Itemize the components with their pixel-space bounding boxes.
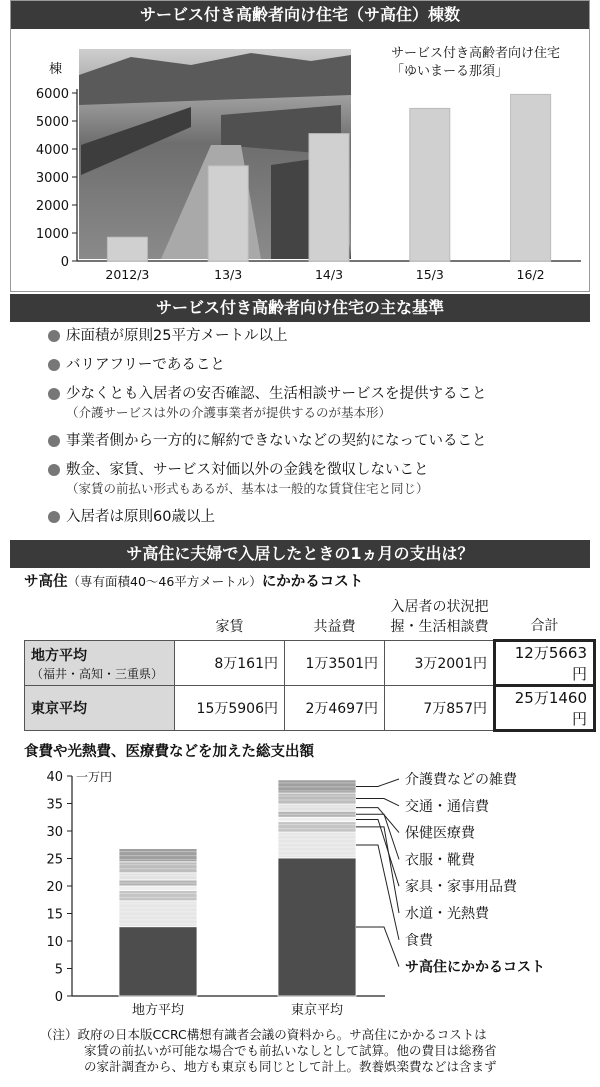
housing-count-chart bbox=[11, 35, 591, 293]
y-tick-label: 3000 bbox=[35, 171, 69, 186]
stack-segment bbox=[119, 886, 197, 890]
table-row bbox=[25, 641, 595, 686]
y-tick-label: 5000 bbox=[35, 115, 69, 130]
housing-count-svg bbox=[11, 35, 591, 293]
footnote-line3: の家計調査から、地方も東京も同じとして計上。教養娯楽費などは含まず bbox=[84, 1059, 497, 1074]
legend-label: 水道・光熱費 bbox=[405, 906, 489, 922]
y-tick-label: 15 bbox=[46, 907, 63, 923]
photo-caption-line2: 「ゆいまーる那須」 bbox=[391, 64, 509, 79]
y-axis-unit: 一万円 bbox=[76, 770, 113, 784]
bar bbox=[511, 94, 551, 261]
footnote-line1: （注）政府の日本版CCRC構想有識者会議の資料から。サ高住にかかるコストは bbox=[40, 1027, 487, 1042]
cell-regional-common-fee: 1万3501円 bbox=[285, 641, 385, 686]
housing-count-section bbox=[10, 0, 590, 292]
legend-label: サ高住にかかるコスト bbox=[405, 959, 545, 976]
criteria-item bbox=[48, 431, 588, 451]
bullet-icon bbox=[48, 511, 60, 523]
cost-table bbox=[24, 594, 596, 732]
stack-segment bbox=[119, 901, 197, 927]
bullet-icon bbox=[48, 359, 60, 371]
row-label-tokyo bbox=[25, 686, 175, 731]
header-consult-fee: 入居者の状況把握・生活相談費 bbox=[390, 599, 489, 635]
header-common-fee: 共益費 bbox=[313, 619, 356, 635]
bar bbox=[309, 134, 349, 261]
cost-title-paren: （専有面積40～46平方メートル） bbox=[67, 574, 262, 589]
footnote-line2: 家賃の前払いが可能な場合でも前払いなしとして試算。他の費目は総務省 bbox=[84, 1043, 497, 1058]
cell-regional-total: 12万5663円 bbox=[495, 641, 595, 686]
stack-segment bbox=[278, 822, 356, 832]
total-expense-chart bbox=[10, 758, 590, 1028]
stack-segment bbox=[278, 804, 356, 811]
criteria-item bbox=[48, 355, 588, 375]
leader-line bbox=[356, 779, 399, 786]
table-row bbox=[25, 686, 595, 731]
stack-segment bbox=[278, 858, 356, 996]
stack-segment bbox=[119, 890, 197, 900]
criteria-item bbox=[48, 384, 588, 422]
x-tick-label: 14/3 bbox=[314, 267, 344, 282]
cost-title bbox=[24, 570, 363, 591]
criteria-list bbox=[48, 326, 588, 536]
bullet-icon bbox=[48, 330, 60, 342]
cost-title-tail: にかかるコスト bbox=[261, 574, 364, 590]
cost-title-main: サ高住 bbox=[24, 574, 68, 590]
y-tick-label: 30 bbox=[46, 825, 63, 840]
bar bbox=[208, 166, 248, 261]
y-tick-label: 1000 bbox=[35, 227, 69, 242]
y-tick-label: 5 bbox=[54, 962, 63, 978]
criteria-subtext: （介護サービスは外の介護事業者が提供するのが基本形） bbox=[66, 405, 392, 420]
expense-section bbox=[10, 540, 590, 1087]
leader-line bbox=[356, 799, 399, 806]
row-label-tokyo-main: 東京平均 bbox=[31, 701, 87, 717]
x-tick-label: 東京平均 bbox=[290, 1003, 344, 1018]
bullet-icon bbox=[48, 388, 60, 400]
criteria-text: 敷金、家賃、サービス対価以外の金銭を徴収しないこと bbox=[66, 462, 429, 478]
total-expense-title: 食費や光熱費、医療費などを加えた総支出額 bbox=[24, 744, 314, 760]
cell-tokyo-common-fee: 2万4697円 bbox=[285, 686, 385, 731]
legend-label: 家具・家事用品費 bbox=[405, 879, 517, 896]
cell-tokyo-consult-fee: 7万857円 bbox=[385, 686, 495, 731]
y-tick-label: 10 bbox=[46, 935, 63, 950]
legend-label: 衣服・靴費 bbox=[405, 852, 475, 869]
criteria-text: 入居者は原則60歳以上 bbox=[66, 509, 215, 525]
y-axis-unit: 棟 bbox=[49, 62, 63, 77]
y-tick-label: 40 bbox=[46, 770, 63, 785]
total-expense-svg bbox=[10, 758, 590, 1028]
stack-segment bbox=[278, 793, 356, 804]
criteria-text: バリアフリーであること bbox=[66, 357, 225, 373]
leader-line bbox=[356, 808, 399, 833]
y-tick-label: 0 bbox=[60, 255, 69, 270]
row-label-regional bbox=[25, 641, 175, 686]
footnote bbox=[40, 1027, 588, 1075]
legend-label: 介護費などの雑費 bbox=[405, 772, 517, 788]
leader-line bbox=[356, 814, 399, 859]
header-rent: 家賃 bbox=[215, 619, 244, 635]
cost-table-corner bbox=[25, 594, 175, 641]
header-total: 合計 bbox=[530, 618, 559, 634]
criteria-section bbox=[10, 294, 590, 538]
criteria-banner: サービス付き高齢者向け住宅の主な基準 bbox=[10, 294, 590, 322]
stack-segment bbox=[119, 873, 197, 880]
bullet-icon bbox=[48, 464, 60, 476]
row-label-regional-main: 地方平均 bbox=[31, 647, 87, 664]
bar bbox=[410, 108, 450, 261]
legend-label: 交通・通信費 bbox=[405, 798, 489, 815]
photo-caption-line1: サービス付き高齢者向け住宅 bbox=[391, 46, 561, 61]
y-tick-label: 20 bbox=[46, 880, 63, 895]
criteria-item bbox=[48, 460, 588, 498]
legend-label: 保健医療費 bbox=[405, 825, 475, 842]
x-tick-label: 15/3 bbox=[415, 267, 444, 282]
expense-banner: サ高住に夫婦で入居したときの1ヵ月の支出は？ bbox=[10, 540, 590, 568]
criteria-subtext: （家賃の前払い形式もあるが、基本は一般的な賃貸住宅と同じ） bbox=[66, 481, 429, 496]
y-tick-label: 35 bbox=[46, 797, 63, 813]
x-tick-label: 2012/3 bbox=[105, 267, 150, 282]
x-tick-label: 地方平均 bbox=[131, 1003, 185, 1018]
housing-count-banner: サービス付き高齢者向け住宅（サ高住）棟数 bbox=[11, 1, 589, 29]
x-tick-label: 16/2 bbox=[516, 267, 545, 282]
y-tick-label: 0 bbox=[54, 990, 63, 1005]
stack-segment bbox=[278, 832, 356, 858]
y-tick-label: 25 bbox=[46, 852, 63, 868]
cost-table-header-row bbox=[25, 594, 595, 641]
criteria-item bbox=[48, 326, 588, 346]
criteria-text: 床面積が原則25平方メートル以上 bbox=[66, 328, 288, 344]
legend-label: 食費 bbox=[405, 932, 433, 949]
row-label-regional-sub: （福井・高知・三重県） bbox=[31, 666, 164, 681]
stack-segment bbox=[119, 862, 197, 873]
photo-caption bbox=[391, 45, 560, 79]
cell-regional-rent: 8万161円 bbox=[175, 641, 285, 686]
stack-segment bbox=[278, 817, 356, 821]
y-tick-label: 2000 bbox=[35, 199, 69, 214]
criteria-item bbox=[48, 507, 588, 527]
stack-segment bbox=[119, 927, 197, 996]
criteria-text: 少なくとも入居者の安否確認、生活相談サービスを提供すること bbox=[66, 386, 487, 402]
bullet-icon bbox=[48, 435, 60, 447]
cell-tokyo-total: 25万1460円 bbox=[495, 686, 595, 731]
x-tick-label: 13/3 bbox=[214, 267, 243, 282]
cell-tokyo-rent: 15万5906円 bbox=[175, 686, 285, 731]
leader-line bbox=[356, 845, 399, 940]
leader-line bbox=[356, 927, 399, 967]
y-tick-label: 4000 bbox=[35, 143, 69, 158]
bar bbox=[107, 237, 147, 261]
criteria-text: 事業者側から一方的に解約できないなどの契約になっていること bbox=[66, 433, 487, 449]
y-tick-label: 6000 bbox=[35, 87, 69, 102]
cell-regional-consult-fee: 3万2001円 bbox=[385, 641, 495, 686]
